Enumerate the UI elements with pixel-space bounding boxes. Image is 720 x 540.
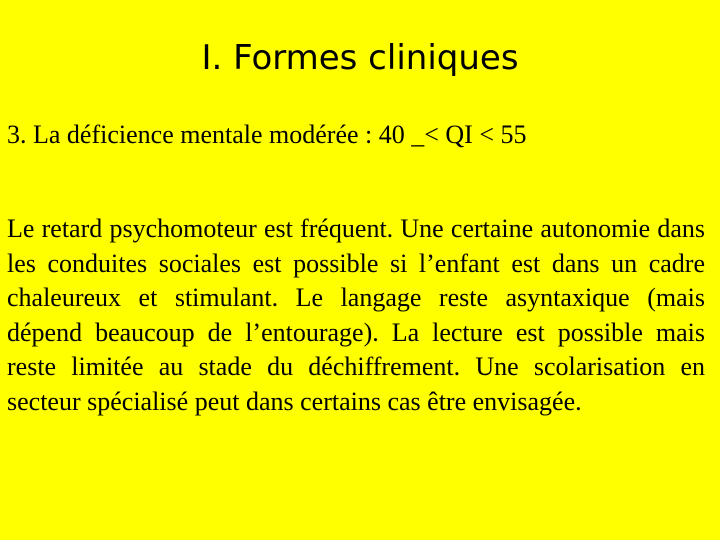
body-paragraph: Le retard psychomoteur est fréquent. Une certaine autonomie dans les conduites sociales est possible si l’enfant est dans un cadre chaleureux et stimulant. Le langage reste asyntaxique (mais dépend beaucoup de l’entourage). La lecture est possible mais reste limitée au stade du déchiffrement. Une scolarisation en secteur spécialisé peut dans certains cas être envisagée.	[7, 214, 705, 416]
slide-title: I. Formes cliniques	[201, 38, 519, 78]
section-heading: 3. La déficience mentale modérée : 40 _< QI < 55	[7, 120, 527, 149]
